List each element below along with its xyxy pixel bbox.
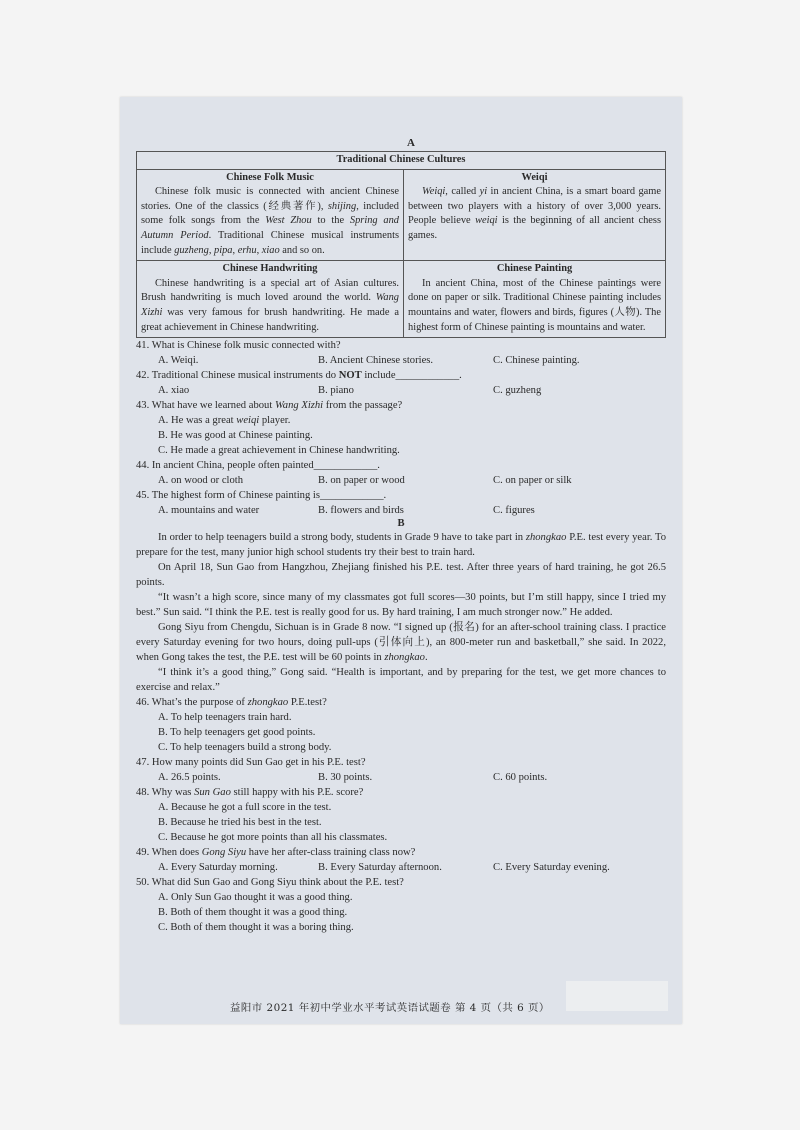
page-content (136, 137, 666, 935)
option-c[interactable]: C. guzheng (493, 385, 542, 397)
option-c[interactable]: C. on paper or silk (493, 475, 572, 487)
question-45-options (136, 503, 666, 518)
option-b[interactable]: B. Because he tried his best in the test. (158, 817, 322, 829)
page-footer: 益阳市 2021 年初中学业水平考试英语试题卷 第 4 页（共 6 页） (230, 1002, 550, 1014)
exam-page (120, 97, 682, 1024)
option-c[interactable]: C. Chinese painting. (493, 355, 580, 367)
folk-music-cell (137, 169, 404, 261)
weiqi-cell (404, 169, 666, 261)
question-48: 48. Why was Sun Gao still happy with his P.E. score? (136, 787, 364, 799)
handwriting-cell (137, 261, 404, 338)
option-a[interactable]: A. He was a great weiqi player. (158, 415, 291, 427)
option-a[interactable]: A. xiao (158, 385, 190, 397)
painting-title: Chinese Painting (496, 263, 573, 275)
painting-text: In ancient China, most of the Chinese paintings were done on paper or silk. Traditional Chinese painting includes mountains and water, flowers and birds, figures (人物). The highest form of Chinese painting is mountains and water. (408, 277, 661, 333)
question-41: 41. What is Chinese folk music connected with? (136, 340, 341, 352)
question-45: 45. The highest form of Chinese painting is____________. (136, 490, 387, 502)
section-b-heading: B (397, 518, 405, 530)
option-b[interactable]: B. 30 points. (318, 772, 373, 784)
passage-b-paragraph-2: On April 18, Sun Gao from Hangzhou, Zhejiang finished his P.E. test. After three years of hard training, he got 26.5 points. (136, 562, 666, 589)
question-42-options (136, 383, 666, 398)
option-c[interactable]: C. 60 points. (493, 772, 548, 784)
redacted-area (566, 981, 668, 1011)
passage-b-paragraph-1: In order to help teenagers build a strong body, students in Grade 9 have to take part in zhongkao P.E. test every year. To prepare for the test, many junior high school students try their best to train hard. (136, 532, 667, 559)
option-a[interactable]: A. Every Saturday morning. (158, 862, 278, 874)
option-b[interactable]: B. piano (318, 385, 354, 397)
culture-table (136, 151, 666, 338)
question-44-options (136, 473, 666, 488)
question-47: 47. How many points did Sun Gao get in his P.E. test? (136, 757, 366, 769)
option-c[interactable]: C. Both of them thought it was a boring thing. (158, 922, 354, 934)
option-a[interactable]: A. Only Sun Gao thought it was a good thing. (158, 892, 353, 904)
weiqi-text: Weiqi, called yi in ancient China, is a smart board game between two players with a history of over 3,000 years. People believe weiqi is the beginning of all ancient chess games. (408, 186, 661, 241)
question-42: 42. Traditional Chinese musical instruments do NOT include____________. (136, 370, 462, 382)
option-c[interactable]: C. To help teenagers build a strong body. (158, 742, 332, 754)
painting-cell (404, 261, 666, 338)
table-title: Traditional Chinese Cultures (137, 152, 666, 170)
weiqi-title: Weiqi (521, 171, 548, 183)
passage-b-paragraph-5: “I think it’s a good thing,” Gong said. “Health is important, and by preparing for the test, we get more chances to exercise and relax.” (136, 667, 666, 694)
question-49: 49. When does Gong Siyu have her after-class training class now? (136, 847, 416, 859)
option-a[interactable]: A. on wood or cloth (158, 475, 244, 487)
question-41-options (136, 353, 666, 368)
option-b[interactable]: B. Ancient Chinese stories. (318, 355, 434, 367)
option-c[interactable]: C. He made a great achievement in Chinese handwriting. (158, 445, 400, 457)
question-46: 46. What’s the purpose of zhongkao P.E.test? (136, 697, 327, 709)
handwriting-text: Chinese handwriting is a special art of Asian cultures. Brush handwriting is much loved around the world. Wang Xizhi was very famous for brush handwriting. He made a great achievement in Chinese handwriting. (141, 277, 399, 333)
passage-b-paragraph-4: Gong Siyu from Chengdu, Sichuan is in Grade 8 now. “I signed up (报名) for an after-school training class. I practice every Saturday evening for two hours, doing pull-ups (引体向上), an 800-meter run and basketball,” she said. In 2022, when Gong takes the test, the P.E. test will be 60 points in zhongkao. (136, 622, 666, 664)
question-47-options (136, 770, 666, 785)
option-a[interactable]: A. Because he got a full score in the test. (158, 802, 332, 814)
option-b[interactable]: B. on paper or wood (318, 475, 405, 487)
handwriting-title: Chinese Handwriting (222, 263, 318, 275)
option-b[interactable]: B. Both of them thought it was a good thing. (158, 907, 348, 919)
folk-music-text: Chinese folk music is connected with ancient Chinese stories. One of the classics (经典著作), shijing, included some folk songs from the West Zhou to the Spring and Autumn Period. Traditional Chinese musical instruments include guzheng, pipa, erhu, xiao and so on. (141, 186, 399, 256)
folk-music-title: Chinese Folk Music (226, 171, 314, 183)
question-49-options (136, 860, 666, 875)
question-43: 43. What have we learned about Wang Xizhi from the passage? (136, 400, 403, 412)
question-50: 50. What did Sun Gao and Gong Siyu think about the P.E. test? (136, 877, 404, 889)
option-c[interactable]: C. Every Saturday evening. (493, 862, 610, 874)
option-a[interactable]: A. Weiqi. (158, 355, 199, 367)
option-a[interactable]: A. 26.5 points. (158, 772, 221, 784)
option-c[interactable]: C. Because he got more points than all his classmates. (158, 832, 388, 844)
option-b[interactable]: B. He was good at Chinese painting. (158, 430, 313, 442)
option-b[interactable]: B. To help teenagers get good points. (158, 727, 316, 739)
option-a[interactable]: A. mountains and water (158, 505, 260, 517)
option-b[interactable]: B. flowers and birds (318, 505, 404, 517)
option-c[interactable]: C. figures (493, 505, 535, 517)
section-a-heading: A (407, 137, 415, 149)
option-b[interactable]: B. Every Saturday afternoon. (318, 862, 442, 874)
passage-b-paragraph-3: “It wasn’t a high score, since many of my classmates got full scores—30 points, but I’m still happy, since I tried my best.” Sun said. “I think the P.E. test is really good for us. By hard training, I am much stronger now.” He added. (136, 592, 666, 619)
question-44: 44. In ancient China, people often painted____________. (136, 460, 380, 472)
option-a[interactable]: A. To help teenagers train hard. (158, 712, 292, 724)
